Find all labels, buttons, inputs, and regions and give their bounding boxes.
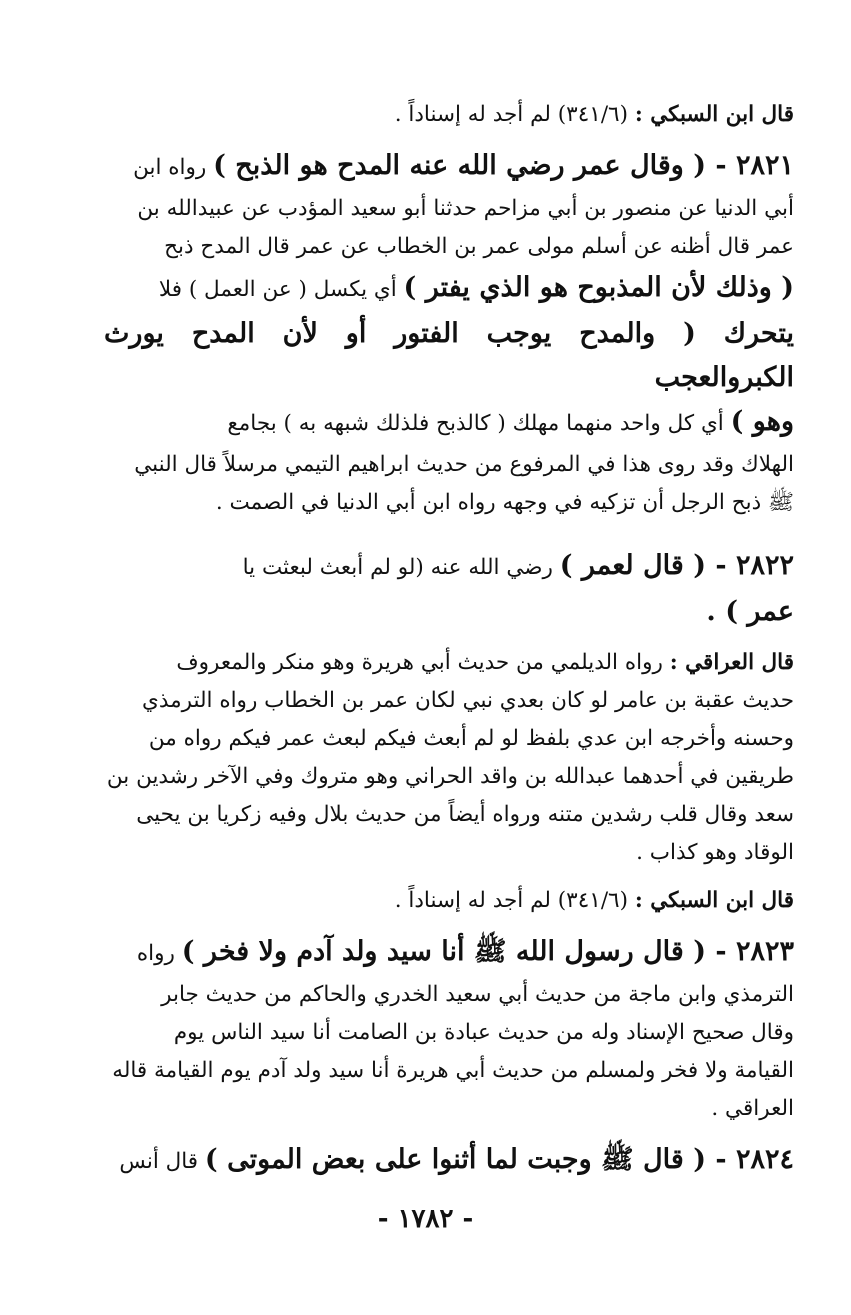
text-line: ( وذلك لأن المذبوح هو الذي يفتر ) أي يكسل ( عن العمل ) فلا bbox=[158, 272, 794, 303]
text-line: القيامة ولا فخر ولمسلم من حديث أبي هريرة أنا سيد ولد آدم يوم القيامة قاله bbox=[112, 1058, 794, 1083]
page-number: - ١٧٨٢ - bbox=[377, 1204, 474, 1234]
text-line: سعد وقال قلب رشدين متنه ورواه أيضاً من حديث بلال وفيه زكريا بن يحيى bbox=[136, 802, 794, 827]
text-line: الهلاك وقد روى هذا في المرفوع من حديث ابراهيم التيمي مرسلاً قال النبي bbox=[134, 452, 794, 477]
text-line: قال العراقي : رواه الديلمي من حديث أبي هريرة وهو منكر والمعروف bbox=[176, 650, 794, 675]
text-line: ﷺ ذبح الرجل أن تزكيه في وجهه رواه ابن أبي الدنيا في الصمت . bbox=[215, 490, 794, 515]
entry-heading: ٢٨٢٣ - ( قال رسول الله ﷺ أنا سيد ولد آدم ولا فخر ) رواه bbox=[136, 936, 794, 967]
text-line: حديث عقبة بن عامر لو كان بعدي نبي لكان عمر بن الخطاب رواه الترمذي bbox=[141, 688, 794, 713]
text-line: وحسنه وأخرجه ابن عدي بلفظ لو لم أبعث فيكم لبعث عمر فيكم رواه من bbox=[148, 726, 794, 751]
text-line: عمر قال أظنه عن أسلم مولى عمر بن الخطاب عن عمر قال المدح ذبح bbox=[164, 234, 794, 259]
entry-heading: ٢٨٢١ - ( وقال عمر رضي الله عنه المدح هو الذبح ) رواه ابن bbox=[133, 150, 794, 181]
text-line: وقال صحيح الإسناد وله من حديث عبادة بن الصامت أنا سيد الناس يوم bbox=[173, 1020, 794, 1045]
entry-2822 bbox=[104, 544, 794, 634]
entry-heading: ٢٨٢٤ - ( قال ﷺ وجبت لما أثنوا على بعض الموتى ) قال أنس bbox=[119, 1144, 794, 1175]
text-line: وهو ) أي كل واحد منهما مهلك ( كالذبح فلذلك شبهه به ) بجامع bbox=[227, 406, 794, 437]
entry-heading: ٢٨٢٢ - ( قال لعمر ) رضي الله عنه (لو لم أبعث لبعثت يا bbox=[242, 550, 794, 581]
entry-2821 bbox=[104, 144, 794, 522]
note-iraqi bbox=[104, 644, 794, 872]
text-line: قال ابن السبكي : (٣٤١/٦) لم أجد له إسناداً . bbox=[394, 888, 794, 913]
text-line: العراقي . bbox=[711, 1096, 794, 1121]
entry-2823 bbox=[104, 930, 794, 1128]
text-line: يتحرك ( والمدح يوجب الفتور أو لأن المدح يورث الكبروالعجب bbox=[104, 318, 794, 393]
text-line: طريقين في أحدهما عبدالله بن واقد الحراني وهو متروك وفي الآخر رشدين بن bbox=[106, 764, 794, 789]
note-subki-1 bbox=[104, 96, 794, 134]
text-line: قال ابن السبكي : (٣٤١/٦) لم أجد له إسناداً . bbox=[394, 102, 794, 127]
entry-2824 bbox=[104, 1138, 794, 1184]
page-body bbox=[104, 96, 794, 1194]
text-line: الترمذي وابن ماجة من حديث أبي سعيد الخدري والحاكم من حديث جابر bbox=[161, 982, 794, 1007]
text-line: أبي الدنيا عن منصور بن أبي مزاحم حدثنا أبو سعيد المؤدب عن عبيدالله بن bbox=[137, 196, 794, 221]
text-line: الوقاد وهو كذاب . bbox=[636, 840, 794, 865]
note-subki-2 bbox=[104, 882, 794, 920]
text-line: عمر ) . bbox=[706, 596, 794, 627]
